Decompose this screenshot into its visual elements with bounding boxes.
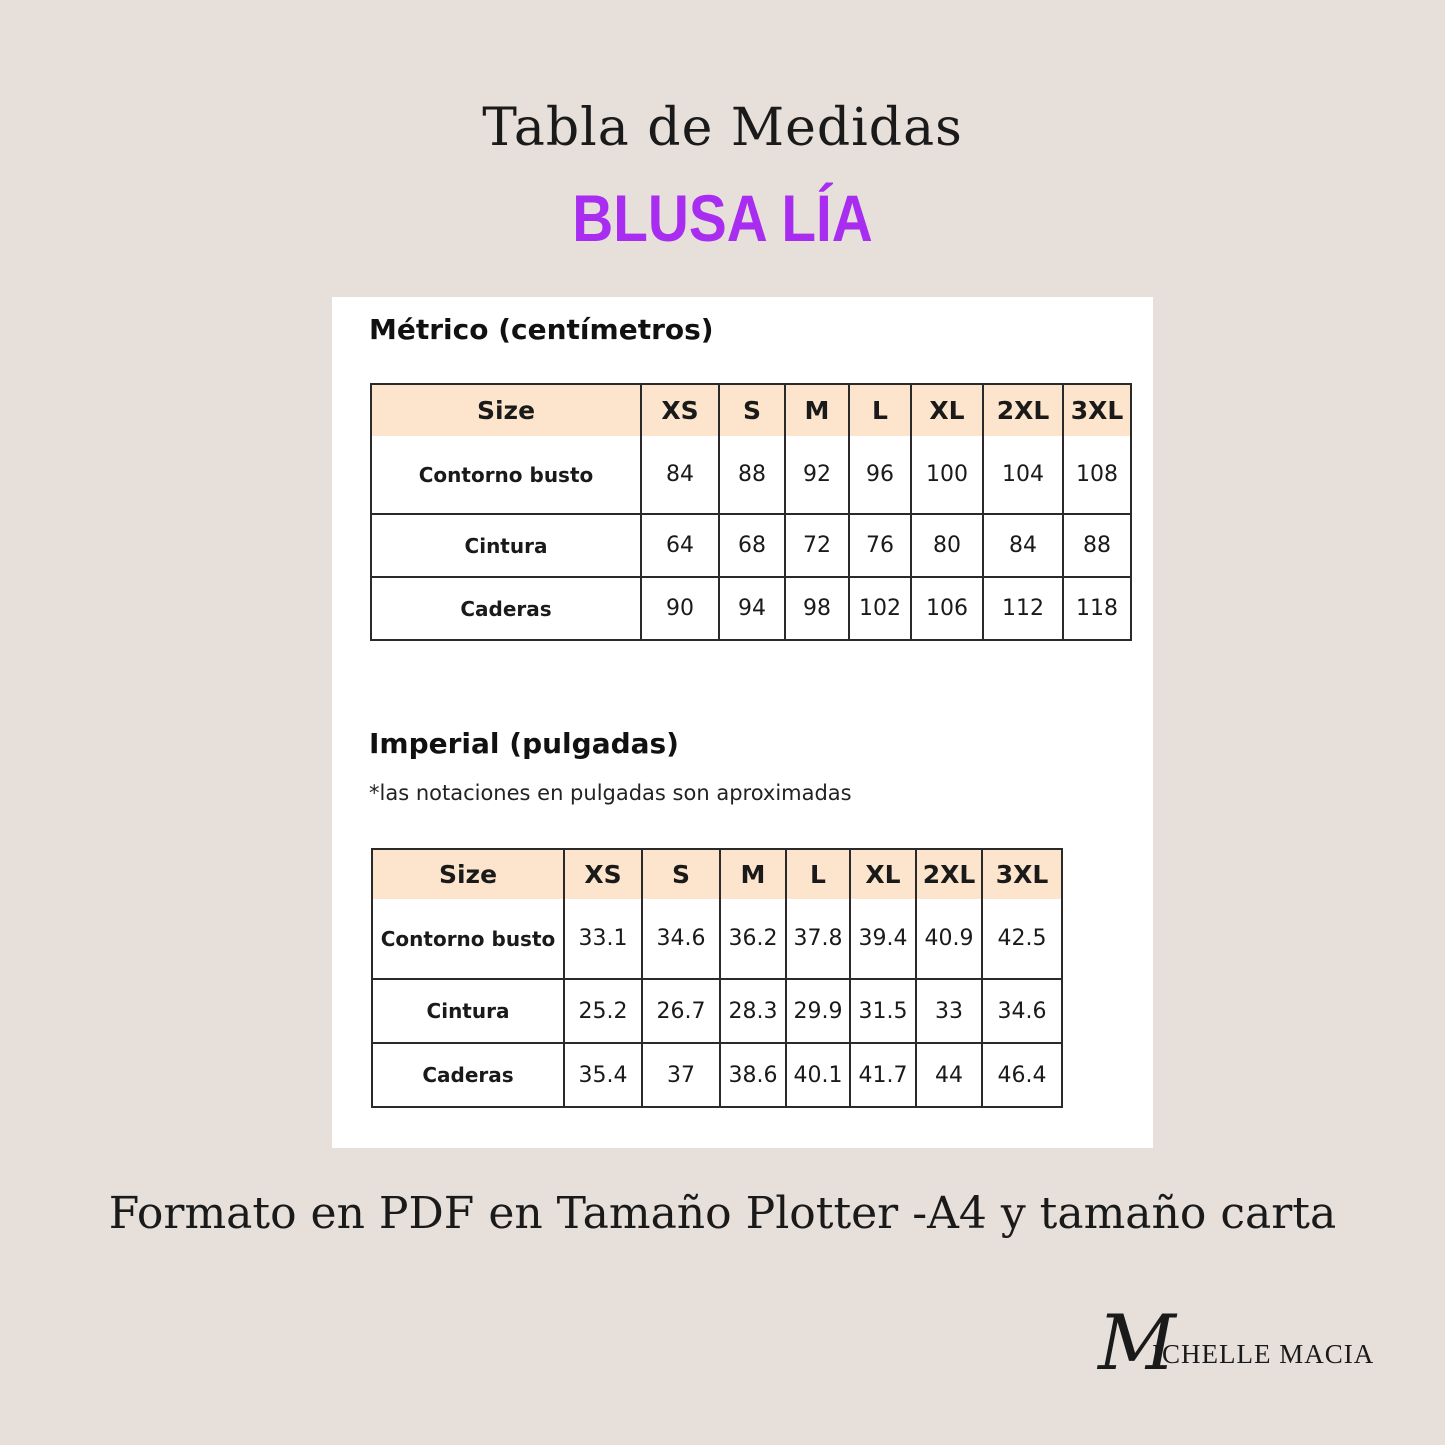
- table-cell: 26.7: [642, 979, 720, 1043]
- metric-header-row: [371, 384, 1131, 436]
- column-header: XS: [641, 384, 719, 436]
- format-description: Formato en PDF en Tamaño Plotter -A4 y tamaño carta: [108, 1188, 1337, 1239]
- table-cell: 108: [1063, 436, 1131, 514]
- table-cell: 112: [983, 577, 1063, 640]
- table-cell: 80: [911, 514, 983, 577]
- table-cell: 37.8: [786, 899, 850, 979]
- imperial-note: *las notaciones en pulgadas son aproximadas: [369, 781, 852, 805]
- table-cell: 44: [916, 1043, 982, 1107]
- table-cell: 96: [849, 436, 911, 514]
- column-header: XS: [564, 849, 642, 899]
- table-cell: 102: [849, 577, 911, 640]
- column-header: Size: [371, 384, 641, 436]
- table-row: [372, 1043, 1062, 1107]
- table-cell: 31.5: [850, 979, 916, 1043]
- table-cell: 88: [1063, 514, 1131, 577]
- column-header: 2XL: [983, 384, 1063, 436]
- table-row: [371, 514, 1131, 577]
- table-cell: 106: [911, 577, 983, 640]
- column-header: S: [719, 384, 785, 436]
- table-cell: 34.6: [642, 899, 720, 979]
- size-chart-card: [332, 297, 1153, 1148]
- table-cell: 34.6: [982, 979, 1062, 1043]
- table-cell: 72: [785, 514, 849, 577]
- table-cell: 76: [849, 514, 911, 577]
- row-label: Cintura: [372, 979, 564, 1043]
- row-label: Caderas: [371, 577, 641, 640]
- table-cell: 88: [719, 436, 785, 514]
- imperial-header-row: [372, 849, 1062, 899]
- table-cell: 38.6: [720, 1043, 786, 1107]
- table-cell: 92: [785, 436, 849, 514]
- table-cell: 40.9: [916, 899, 982, 979]
- column-header: 3XL: [1063, 384, 1131, 436]
- table-row: [371, 577, 1131, 640]
- column-header: XL: [911, 384, 983, 436]
- table-row: [371, 436, 1131, 514]
- table-cell: 28.3: [720, 979, 786, 1043]
- table-cell: 90: [641, 577, 719, 640]
- table-cell: 25.2: [564, 979, 642, 1043]
- product-name: BLUSA LÍA: [572, 181, 873, 255]
- table-cell: 68: [719, 514, 785, 577]
- logo-initial: M: [1098, 1298, 1176, 1387]
- table-cell: 64: [641, 514, 719, 577]
- column-header: S: [642, 849, 720, 899]
- column-header: Size: [372, 849, 564, 899]
- table-cell: 94: [719, 577, 785, 640]
- table-cell: 41.7: [850, 1043, 916, 1107]
- table-cell: 104: [983, 436, 1063, 514]
- row-label: Caderas: [372, 1043, 564, 1107]
- table-cell: 33: [916, 979, 982, 1043]
- table-cell: 29.9: [786, 979, 850, 1043]
- column-header: XL: [850, 849, 916, 899]
- table-cell: 33.1: [564, 899, 642, 979]
- imperial-table: [371, 848, 1063, 1108]
- column-header: 2XL: [916, 849, 982, 899]
- table-cell: 118: [1063, 577, 1131, 640]
- table-row: [372, 979, 1062, 1043]
- column-header: L: [849, 384, 911, 436]
- table-cell: 98: [785, 577, 849, 640]
- table-cell: 36.2: [720, 899, 786, 979]
- column-header: M: [785, 384, 849, 436]
- table-cell: 40.1: [786, 1043, 850, 1107]
- row-label: Cintura: [371, 514, 641, 577]
- table-cell: 37: [642, 1043, 720, 1107]
- metric-title: Métrico (centímetros): [369, 313, 714, 346]
- row-label: Contorno busto: [372, 899, 564, 979]
- table-cell: 35.4: [564, 1043, 642, 1107]
- imperial-title: Imperial (pulgadas): [369, 727, 679, 760]
- table-cell: 100: [911, 436, 983, 514]
- page-title: Tabla de Medidas: [482, 98, 963, 158]
- column-header: M: [720, 849, 786, 899]
- table-cell: 39.4: [850, 899, 916, 979]
- column-header: L: [786, 849, 850, 899]
- column-header: 3XL: [982, 849, 1062, 899]
- table-cell: 84: [641, 436, 719, 514]
- row-label: Contorno busto: [371, 436, 641, 514]
- metric-table: [370, 383, 1132, 641]
- table-cell: 42.5: [982, 899, 1062, 979]
- table-row: [372, 899, 1062, 979]
- table-cell: 84: [983, 514, 1063, 577]
- table-cell: 46.4: [982, 1043, 1062, 1107]
- brand-logo: [1092, 1298, 1412, 1395]
- logo-brand-name: ICHELLE MACIA: [1152, 1339, 1375, 1369]
